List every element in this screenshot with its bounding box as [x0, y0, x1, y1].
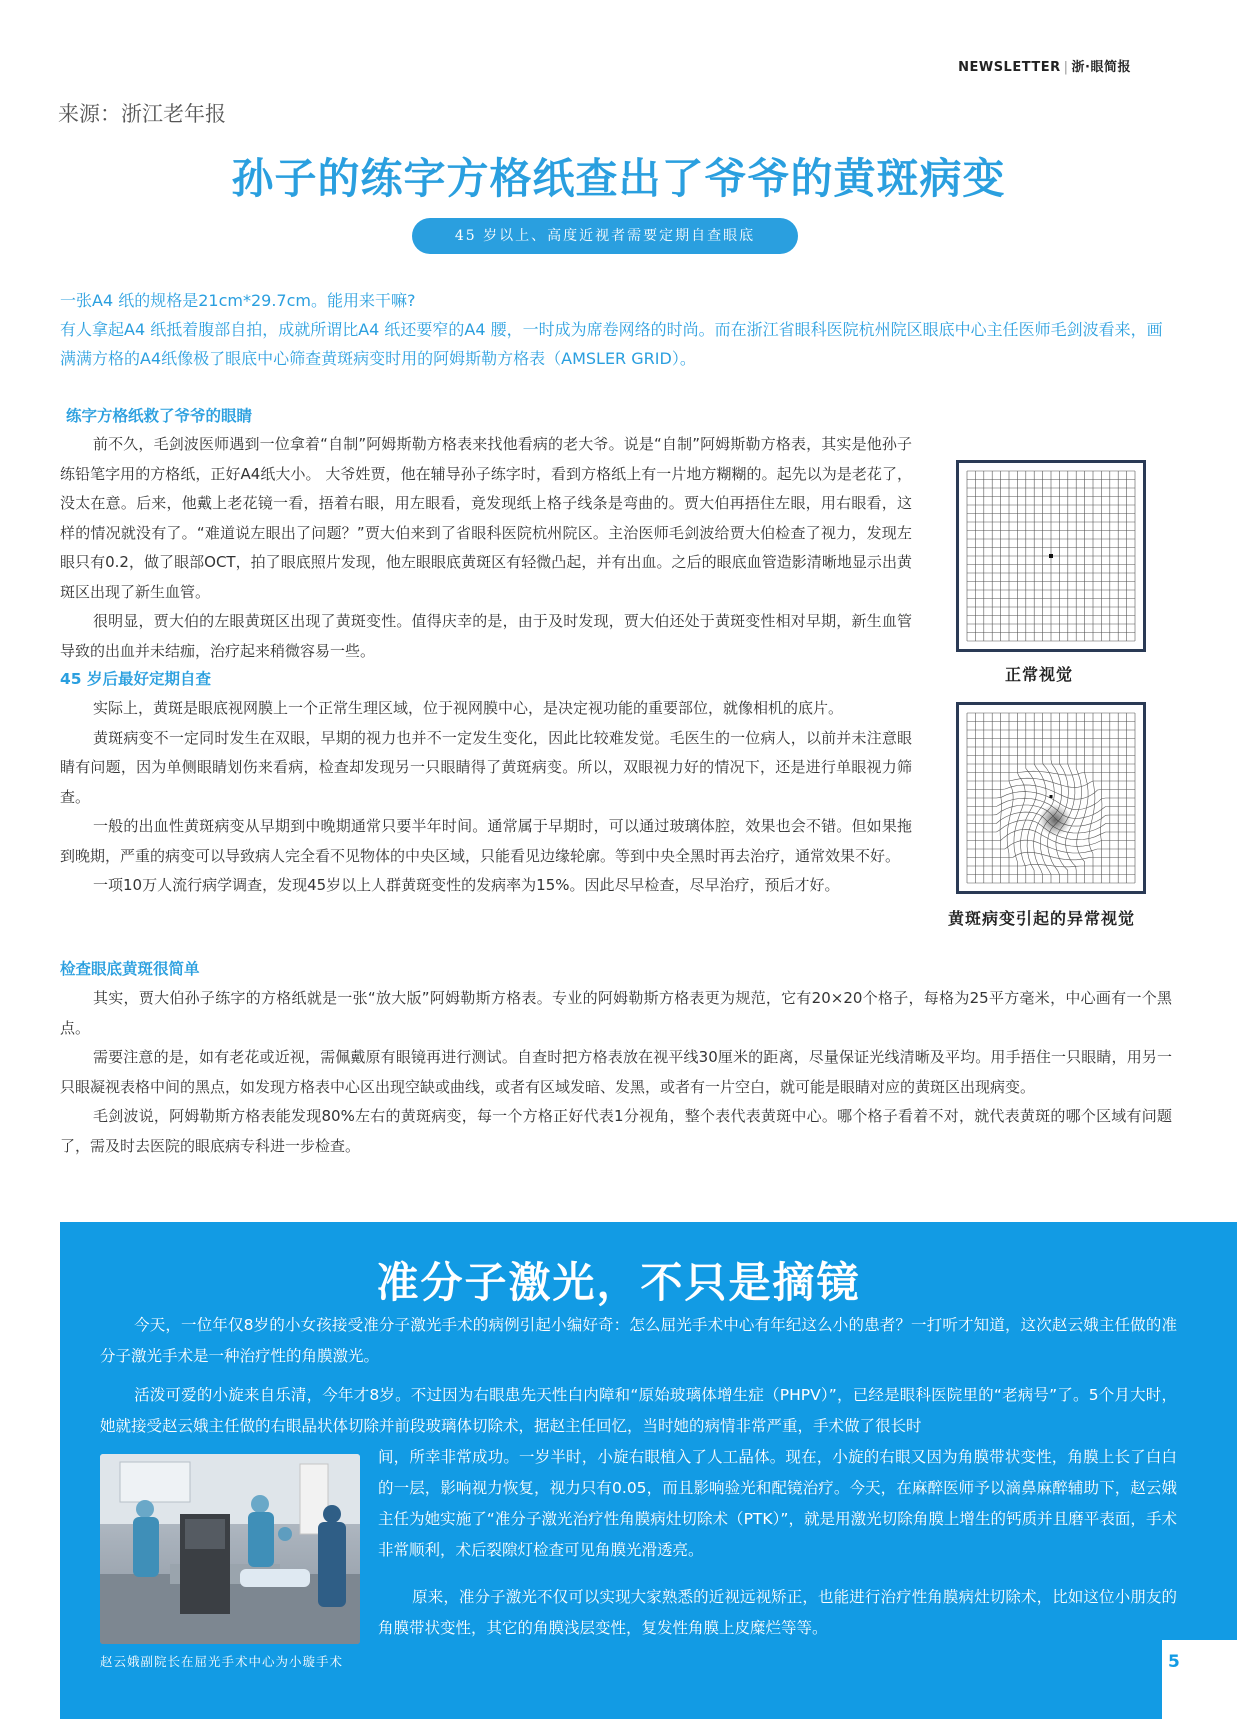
section-3-para-3: 毛剑波说，阿姆勒斯方格表能发现80%左右的黄斑病变，每一个方格正好代表1分视角，整个表代表黄斑中心。哪个格子看着不对，就代表黄斑的哪个区域有问题了，需及时去医院的眼底病专科进一步检查。: [60, 1107, 1172, 1155]
distortion-blur-spot: [1039, 804, 1071, 836]
newsletter-header: NEWSLETTER | 浙·眼简报: [958, 60, 1131, 75]
band-para-2b: 间，所幸非常成功。一岁半时，小旋右眼植入了人工晶体。现在，小旋的右眼又因为角膜带状变性，角膜上长了白白的一层，影响视力恢复，视力只有0.05，而且影响验光和配镜治疗。今天，在麻醉医师予以滴鼻麻醉辅助下，赵云娥主任为她实施了“准分子激光治疗性角膜病灶切除术（PTK）”，就是用激光切除角膜上增生的钙质并且磨平表面，手术非常顺利，术后裂隙灯检查可见角膜光滑透亮。: [378, 1448, 1177, 1559]
amsler-grid-normal: [956, 460, 1146, 652]
newsletter-label: NEWSLETTER: [958, 60, 1061, 75]
laser-feature-band: [60, 1222, 1237, 1719]
section-3: [60, 956, 1172, 1161]
article-subtitle-badge: 45 岁以上、高度近视者需要定期自查眼底: [412, 218, 798, 254]
intro-line-1: 一张A4 纸的规格是21cm*29.7cm。能用来干嘛?: [60, 291, 416, 310]
grid-center-dot: [1049, 554, 1053, 558]
intro-line-2: 有人拿起A4 纸抵着腹部自拍，成就所谓比A4 纸还要窄的A4 腰，一时成为席卷网络的时尚。而在浙江省眼科医院杭州院区眼底中心主任医师毛剑波看来，画满满方格的A4纸像极了眼底中心筛查黄斑病变时用的阿姆斯勒方格表（AMSLER GRID）。: [60, 320, 1163, 368]
section-2-para-3: 一般的出血性黄斑病变从早期到中晚期通常只要半年时间。通常属于早期时，可以通过玻璃体腔，效果也会不错。但如果拖到晚期，严重的病变可以导致病人完全看不见物体的中央区域，只能看见边缘轮廓。等到中央全黑时再去治疗，通常效果不好。: [60, 817, 912, 865]
section-1-para-1: 前不久，毛剑波医师遇到一位拿着“自制”阿姆斯勒方格表来找他看病的老大爷。说是“自制”阿姆斯勒方格表，其实是他孙子练铅笔字用的方格纸，正好A4纸大小。 大爷姓贾，他在辅导孙子练字时，看到方格纸上有一片地方糊糊的。起先以为是老花了，没太在意。后来，他戴上老花镜一看，捂着右眼，用左眼看，竟发现纸上格子线条是弯曲的。贾大伯再捂住左眼，用右眼看，这样的情况就没有了。“难道说左眼出了问题？”贾大伯来到了省眼科医院杭州院区。主治医师毛剑波给贾大伯检查了视力，发现左眼只有0.2，做了眼部OCT，拍了眼底照片发现，他左眼眼底黄斑区有轻微凸起，并有出血。之后的眼底血管造影清晰地显示出黄斑区出现了新生血管。: [60, 435, 912, 601]
article-title: 孙子的练字方格纸查出了爷爷的黄斑病变: [231, 154, 1006, 203]
section-2-para-2: 黄斑病变不一定同时发生在双眼，早期的视力也并不一定发生变化，因此比较难发觉。毛医生的一位病人，以前并未注意眼睛有问题，因为单侧眼睛划伤来看病，检查却发现另一只眼睛得了黄斑病变。所以，双眼视力好的情况下，还是进行单眼视力筛查。: [60, 728, 912, 806]
amsler-grid-distorted: [956, 702, 1146, 894]
section-2-para-4: 一项10万人流行病学调查，发现45岁以上人群黄斑变性的发病率为15%。因此尽早检查，尽早治疗，预后才好。: [93, 876, 840, 894]
surgery-photo-caption: 赵云娥副院长在屈光手术中心为小璇手术: [100, 1654, 344, 1669]
band-para-2a: 活泼可爱的小旋来自乐清，今年才8岁。不过因为右眼患先天性白内障和“原始玻璃体增生症（PHPV）”，已经是眼科医院里的“老病号”了。5个月大时，她就接受赵云娥主任做的右眼晶状体切除并前段玻璃体切除术，据赵主任回忆，当时她的病情非常严重，手术做了很长时: [100, 1386, 1177, 1435]
normal-vision-caption: 正常视觉: [1005, 665, 1074, 684]
band-title: 准分子激光，不只是摘镜: [376, 1258, 861, 1307]
abnormal-vision-caption: 黄斑病变引起的异常视觉: [948, 909, 1136, 928]
band-para-3: 原来，准分子激光不仅可以实现大家熟悉的近视远视矫正，也能进行治疗性角膜病灶切除术，比如这位小朋友的角膜带状变性，其它的角膜浅层变性，复发性角膜上皮糜烂等等。: [378, 1588, 1177, 1637]
section-3-para-2: 需要注意的是，如有老花或近视，需佩戴原有眼镜再进行测试。自查时把方格表放在视平线30厘米的距离，尽量保证光线清晰及平均。用手捂住一只眼睛，用另一只眼凝视表格中间的黑点，如发现方格表中心区出现空缺或曲线，或者有区域发暗、发黑，或者有一片空白，就可能是眼睛对应的黄斑区出现病变。: [60, 1048, 1172, 1096]
page-number-box: [1162, 1640, 1237, 1719]
brand-label: 浙·眼简报: [1071, 60, 1131, 75]
section-2: [60, 666, 912, 901]
section-1: [60, 404, 912, 666]
section-2-para-1: 实际上，黄斑是眼底视网膜上一个正常生理区域，位于视网膜中心，是决定视功能的重要部位，就像相机的底片。: [93, 699, 844, 717]
section-1-heading: 练字方格纸救了爷爷的眼睛: [66, 407, 253, 425]
grid-center-dot: [1050, 795, 1053, 798]
amsler-grid-normal-drawing: [959, 463, 1143, 649]
amsler-grid-distorted-drawing: [959, 705, 1143, 891]
surgery-scene-illustration: [100, 1454, 360, 1644]
page-number: 5: [1168, 1652, 1180, 1672]
surgery-photo: [100, 1454, 360, 1644]
section-1-para-2: 很明显，贾大伯的左眼黄斑区出现了黄斑变性。值得庆幸的是，由于及时发现，贾大伯还处于黄斑变性相对早期，新生血管导致的出血并未结痂，治疗起来稍微容易一些。: [60, 612, 912, 660]
section-3-para-1: 其实，贾大伯孙子练字的方格纸就是一张“放大版”阿姆勒斯方格表。专业的阿姆勒斯方格表更为规范，它有20×20个格子，每格为25平方毫米，中心画有一个黑点。: [60, 989, 1172, 1037]
section-3-heading: 检查眼底黄斑很简单: [60, 960, 200, 978]
article-source: 来源：浙江老年报: [58, 102, 226, 126]
intro-block: [60, 286, 1172, 373]
section-2-heading: 45 岁后最好定期自查: [60, 670, 211, 688]
band-para-1: 今天，一位年仅8岁的小女孩接受准分子激光手术的病例引起小编好奇：怎么屈光手术中心有年纪这么小的患者？一打听才知道，这次赵云娥主任做的准分子激光手术是一种治疗性的角膜激光。: [100, 1316, 1177, 1365]
